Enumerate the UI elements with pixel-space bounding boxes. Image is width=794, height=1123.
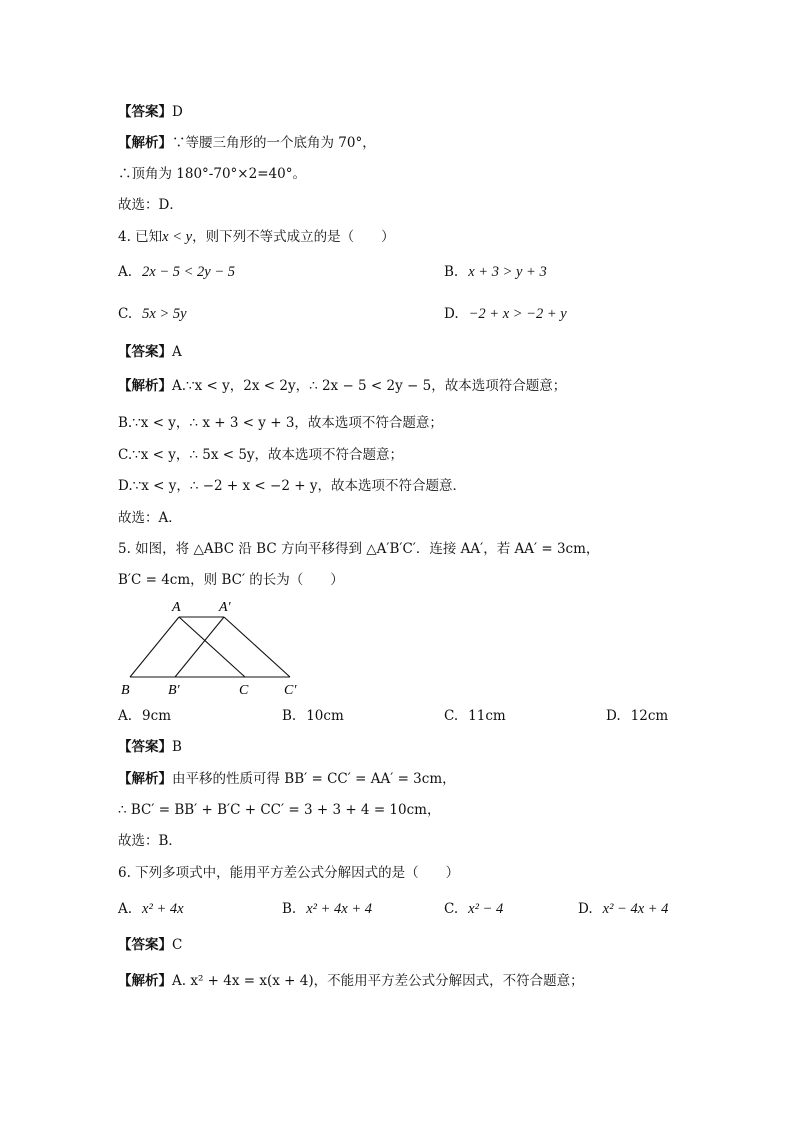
q4-analysis-b: B.∵x < y，∴ x + 3 < y + 3，故本选项不符合题意；	[118, 415, 443, 431]
q4-stem: 4. 已知x < y，则下列不等式成立的是（ ）	[118, 229, 395, 245]
segment-a2c2	[224, 617, 290, 677]
label-c-prime: C′	[284, 683, 297, 698]
q4-answer: 【答案】A	[118, 344, 182, 360]
label-b: B	[121, 683, 130, 698]
q5-option-b: B. 10cm	[282, 708, 344, 724]
label-c: C	[239, 683, 249, 698]
q4-analysis-c: C.∵x < y，∴ 5x < 5y，故本选项不符合题意；	[118, 447, 404, 463]
q4-option-a: A. 2x − 5 < 2y − 5	[118, 264, 236, 280]
q5-stem-2: B′C = 4cm，则 BC′ 的长为（ ）	[118, 572, 344, 588]
q4-option-c: C. 5x > 5y	[118, 306, 187, 322]
q6-answer: 【答案】C	[118, 937, 183, 953]
q3-analysis-1: 【解析】∵等腰三角形的一个底角为 70°，	[118, 135, 376, 151]
q4-conclusion: 故选：A．	[118, 510, 182, 526]
q5-analysis-1: 【解析】由平移的性质可得 BB′ = CC′ = AA′ = 3cm，	[118, 771, 456, 787]
q5-conclusion: 故选：B．	[118, 833, 182, 849]
q6-stem: 6. 下列多项式中，能用平方差公式分解因式的是（ ）	[118, 865, 460, 881]
label-b-prime: B′	[168, 683, 180, 698]
translation-figure	[110, 595, 320, 700]
q6-option-a: A. x² + 4x	[118, 901, 184, 917]
q5-stem-1: 5. 如图，将 △ABC 沿 BC 方向平移得到 △A′B′C′．连接 AA′，若 AA′ = 3cm，	[118, 541, 600, 557]
q3-analysis-2: ∴顶角为 180°-70°×2=40°。	[118, 166, 306, 182]
q3-answer: 【答案】D	[118, 104, 183, 120]
q5-option-a: A. 9cm	[118, 708, 171, 724]
q4-analysis-a: 【解析】A.∵x < y，2x < 2y，∴ 2x − 5 < 2y − 5，故本选项符合题意；	[118, 378, 567, 394]
segment-ab	[130, 617, 179, 677]
q5-option-c: C. 11cm	[444, 708, 506, 724]
q6-option-c: C. x² − 4	[444, 901, 504, 917]
q4-option-d: D. −2 + x > −2 + y	[444, 306, 567, 322]
segment-a2b2	[175, 617, 224, 677]
q4-analysis-d: D.∵x < y，∴ −2 + x < −2 + y，故本选项不符合题意．	[118, 478, 466, 494]
segment-ac	[179, 617, 245, 677]
q4-option-b: B. x + 3 > y + 3	[444, 264, 547, 280]
q6-option-d: D. x² − 4x + 4	[578, 901, 669, 917]
q5-option-d: D. 12cm	[606, 708, 669, 724]
label-a: A	[172, 600, 181, 615]
q6-option-b: B. x² + 4x + 4	[282, 901, 373, 917]
q6-analysis-a: 【解析】A. x² + 4x = x(x + 4)，不能用平方差公式分解因式，不符合题意；	[118, 973, 584, 989]
label-a-prime: A′	[219, 600, 231, 615]
q5-answer: 【答案】B	[118, 739, 182, 755]
q5-analysis-2: ∴ BC′ = BB′ + B′C + CC′ = 3 + 3 + 4 = 10cm，	[118, 802, 441, 818]
q3-conclusion: 故选：D．	[118, 197, 183, 213]
